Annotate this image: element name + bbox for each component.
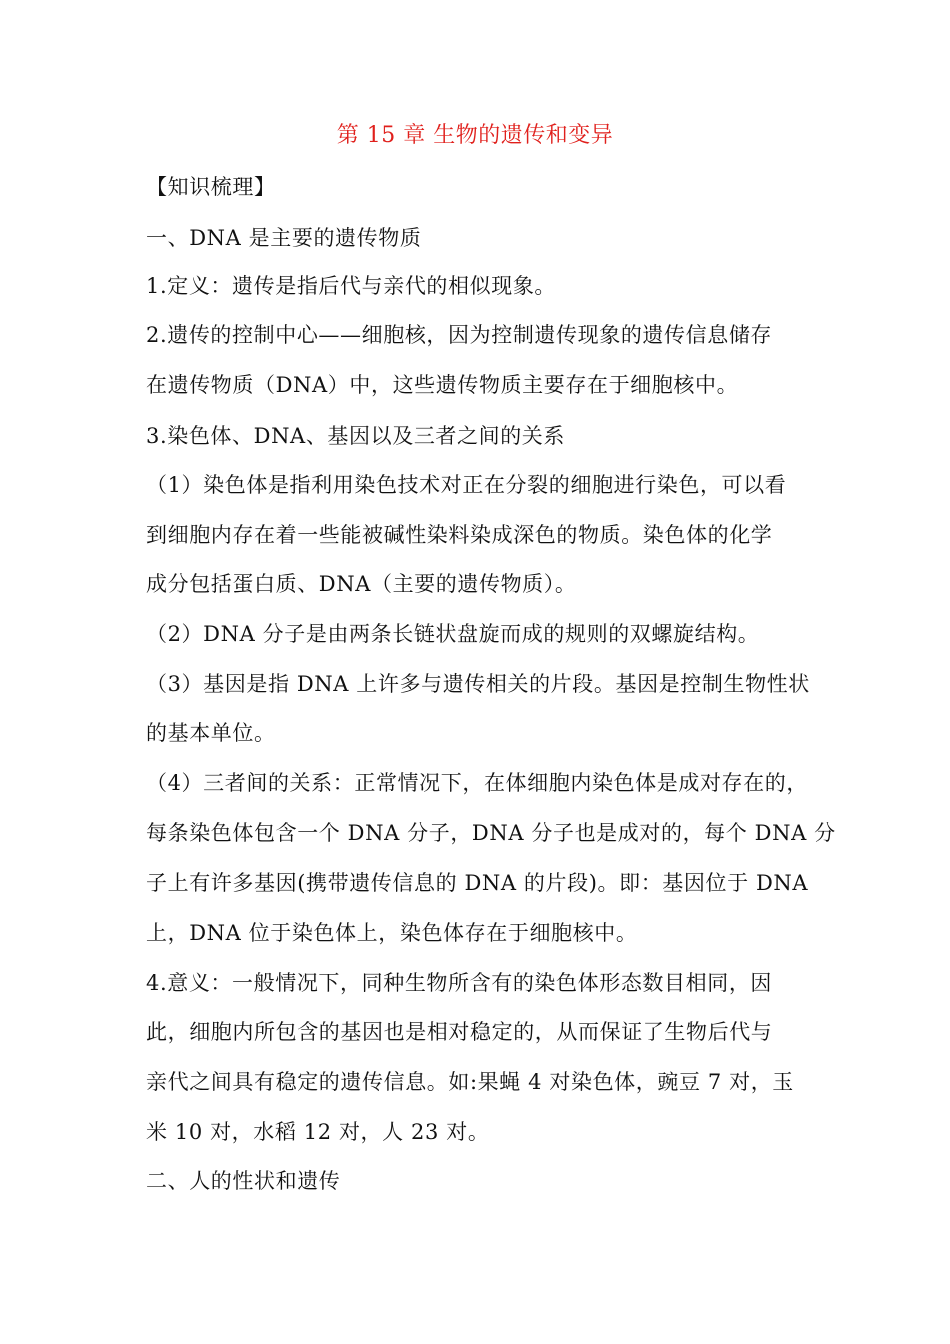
text-line: 2.遗传的控制中心——细胞核，因为控制遗传现象的遗传信息储存 <box>146 323 773 347</box>
text-line: 子上有许多基因(携带遗传信息的 DNA 的片段)。即：基因位于 DNA <box>146 871 809 895</box>
text-line: （3）基因是指 DNA 上许多与遗传相关的片段。基因是控制生物性状 <box>146 672 810 696</box>
section-label: 【知识梳理】 <box>146 175 276 199</box>
text-line: 的基本单位。 <box>146 721 276 745</box>
text-line: 在遗传物质（DNA）中，这些遗传物质主要存在于细胞核中。 <box>146 373 739 397</box>
text-line: 到细胞内存在着一些能被碱性染料染成深色的物质。染色体的化学 <box>146 523 773 547</box>
text-line: 二、人的性状和遗传 <box>146 1169 341 1193</box>
text-line: 一、DNA 是主要的遗传物质 <box>146 226 422 250</box>
text-line: 米 10 对，水稻 12 对，人 23 对。 <box>146 1120 490 1144</box>
text-line: 4.意义：一般情况下，同种生物所含有的染色体形态数目相同，因 <box>146 971 773 995</box>
text-line: 每条染色体包含一个 DNA 分子，DNA 分子也是成对的，每个 DNA 分 <box>146 821 836 845</box>
text-line: 成分包括蛋白质、DNA（主要的遗传物质）。 <box>146 572 577 596</box>
text-line: 3.染色体、DNA、基因以及三者之间的关系 <box>146 424 566 448</box>
text-line: 此，细胞内所包含的基因也是相对稳定的，从而保证了生物后代与 <box>146 1020 773 1044</box>
text-line: （2）DNA 分子是由两条长链状盘旋而成的规则的双螺旋结构。 <box>146 622 760 646</box>
text-line: （1）染色体是指利用染色技术对正在分裂的细胞进行染色，可以看 <box>146 473 787 497</box>
chapter-title: 第 15 章 生物的遗传和变异 <box>336 123 614 148</box>
text-line: 1.定义：遗传是指后代与亲代的相似现象。 <box>146 274 557 298</box>
text-line: 亲代之间具有稳定的遗传信息。如:果蝇 4 对染色体，豌豆 7 对，玉 <box>146 1070 794 1094</box>
text-line: 上，DNA 位于染色体上，染色体存在于细胞核中。 <box>146 921 638 945</box>
text-line: （4）三者间的关系：正常情况下，在体细胞内染色体是成对存在的， <box>146 771 808 795</box>
